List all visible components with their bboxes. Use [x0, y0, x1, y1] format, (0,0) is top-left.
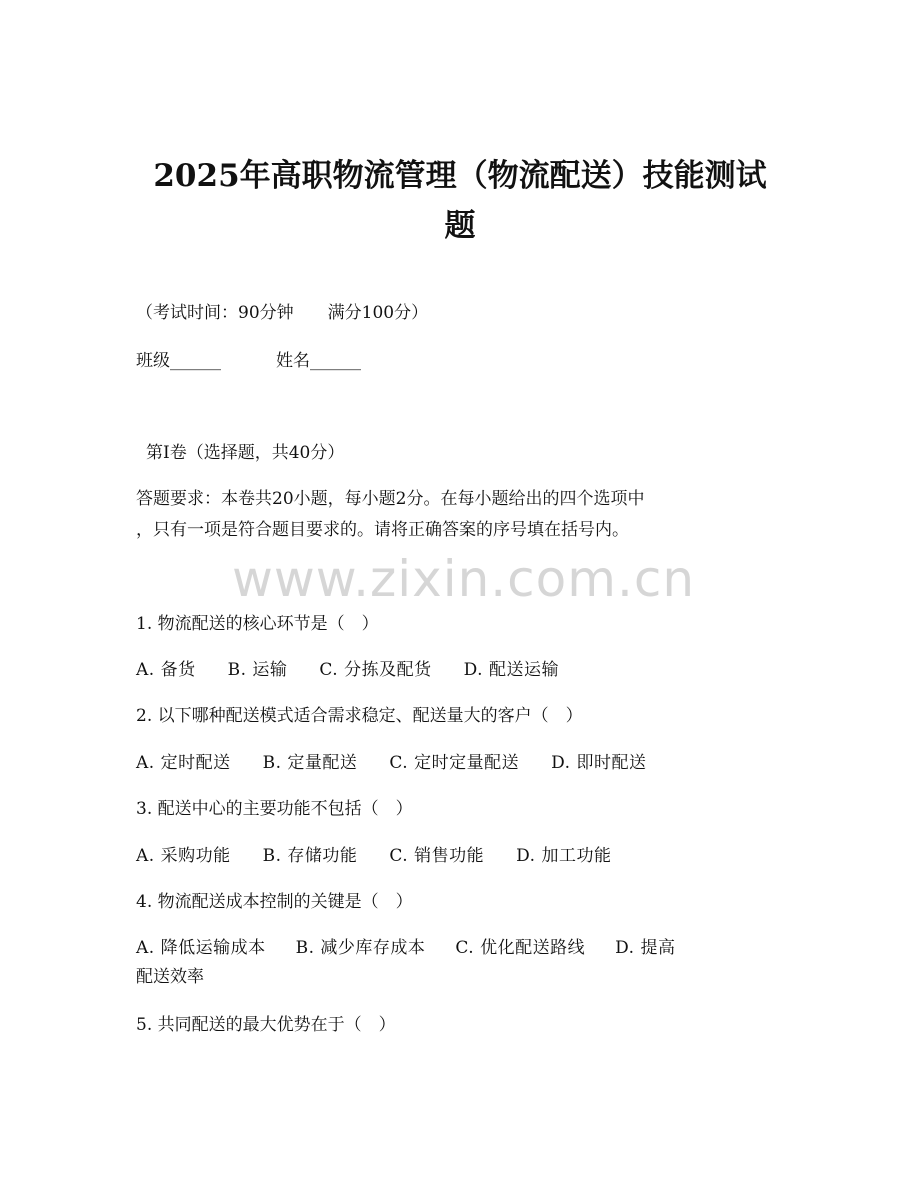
question-4-options-continued: 配送效率 [136, 967, 204, 987]
option-d: D. 加工功能 [516, 846, 612, 866]
option-c: C. 分拣及配货 [319, 660, 432, 680]
question-3-options [136, 846, 611, 866]
option-a: A. 降低运输成本 [136, 938, 266, 958]
question-2-options [136, 753, 646, 773]
student-info-row [136, 351, 361, 371]
option-a: A. 备货 [136, 660, 196, 680]
option-c: C. 销售功能 [389, 846, 485, 866]
option-c: C. 定时定量配送 [389, 753, 520, 773]
watermark: www.zixin.com.cn [232, 550, 696, 608]
question-3-stem: 3. 配送中心的主要功能不包括（ ） [136, 799, 413, 819]
question-1-options [136, 660, 559, 680]
question-1-stem: 1. 物流配送的核心环节是（ ） [136, 614, 379, 634]
instructions-line2: ，只有一项是符合题目要求的。请将正确答案的序号填在括号内。 [136, 520, 629, 540]
option-d: D. 即时配送 [551, 753, 647, 773]
option-a: A. 采购功能 [136, 846, 231, 866]
document-title-line1: 2025年高职物流管理（物流配送）技能测试 [153, 158, 767, 194]
question-2-stem: 2. 以下哪种配送模式适合需求稳定、配送量大的客户（ ） [136, 706, 583, 726]
option-a: A. 定时配送 [136, 753, 231, 773]
instructions-line1: 答题要求：本卷共20小题，每小题2分。在每小题给出的四个选项中 [136, 489, 645, 509]
question-4-stem: 4. 物流配送成本控制的关键是（ ） [136, 892, 413, 912]
section-heading: 第Ⅰ卷（选择题，共40分） [146, 443, 345, 463]
option-b: B. 定量配送 [262, 753, 358, 773]
exam-info: （考试时间：90分钟 满分100分） [136, 303, 429, 323]
question-5-stem: 5. 共同配送的最大优势在于（ ） [136, 1015, 396, 1035]
document-title-line2: 题 [444, 208, 476, 244]
option-b: B. 减少库存成本 [295, 938, 426, 958]
name-field-label: 姓名______ [276, 351, 361, 371]
option-c: C. 优化配送路线 [455, 938, 586, 958]
option-b: B. 运输 [227, 660, 288, 680]
class-field-label: 班级______ [136, 351, 221, 371]
option-d: D. 提高 [615, 938, 676, 958]
option-d: D. 配送运输 [463, 660, 559, 680]
option-b: B. 存储功能 [262, 846, 358, 866]
question-4-options [136, 938, 675, 958]
